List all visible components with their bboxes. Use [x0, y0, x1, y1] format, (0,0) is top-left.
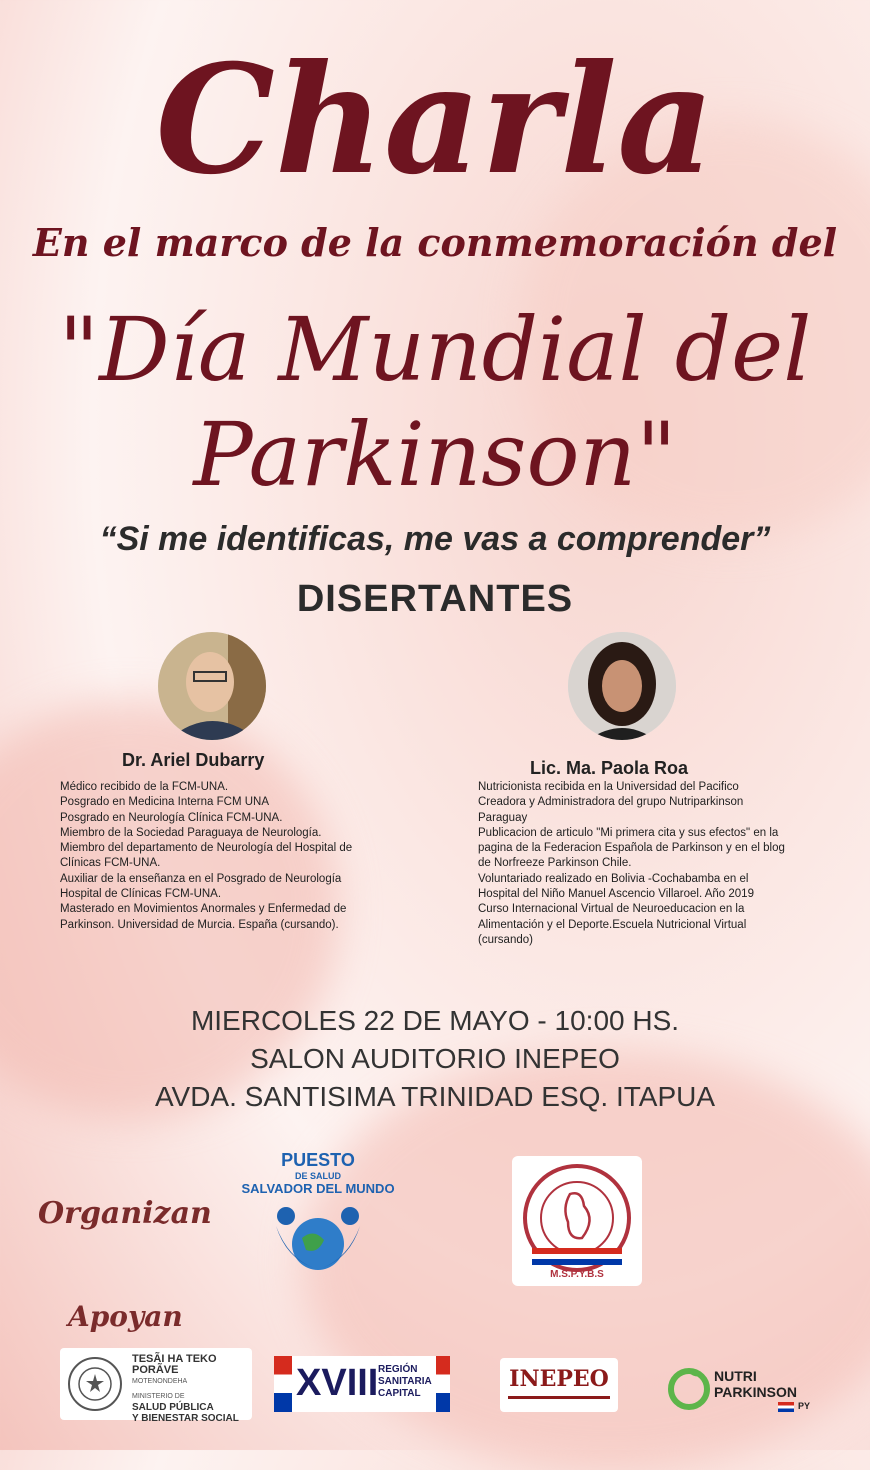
bio-line: Alimentación y el Deporte.Escuela Nutricional Virtual [478, 918, 747, 931]
logo-text: Y BIENESTAR SOCIAL [132, 1413, 239, 1424]
logo-text: INEPEO [509, 1366, 609, 1392]
organizers-label: Organizan [38, 1196, 212, 1231]
seal-icon [66, 1355, 124, 1413]
bio-line: Miembro del departamento de Neurología del Hospital de [60, 842, 353, 855]
bio-line: Posgrado en Neurología Clínica FCM-UNA. [60, 811, 283, 824]
event-title-line1: "Día Mundial del [58, 298, 812, 401]
event-datetime: MIERCOLES 22 DE MAYO - 10:00 HS. [190, 1005, 680, 1036]
bio-line: Médico recibido de la FCM-UNA. [60, 781, 229, 793]
inepeo-logo [500, 1358, 618, 1412]
poster-title: Charla [155, 32, 715, 208]
ministerio-salud-logo [60, 1348, 252, 1424]
logo-text: SALUD PÚBLICA [132, 1402, 214, 1413]
bio-line: Creadora y Administradora del grupo Nutriparkinson [478, 796, 744, 809]
logo-text: CAPITAL [378, 1388, 421, 1399]
logo-text: NUTRI [714, 1368, 757, 1384]
logo-text: XVIII [296, 1362, 379, 1404]
bio-line: Auxiliar de la enseñanza en el Posgrado de Neurología [60, 872, 342, 885]
flag-icon [778, 1402, 794, 1412]
bio-line: Miembro de la Sociedad Paraguaya de Neurología. [60, 826, 322, 839]
logo-text: TESÃI HA TEKO [132, 1353, 217, 1365]
poster-subtitle: En el marco de la conmemoración del [32, 220, 838, 265]
speaker-2-name: Lic. Ma. Paola Roa [530, 758, 689, 778]
bio-line: Parkinson. Universidad de Murcia. España (cursando). [60, 918, 339, 931]
logo-text: MINISTERIO DE [132, 1393, 185, 1400]
speaker-1-photo [158, 632, 266, 740]
event-title-line2: Parkinson" [193, 403, 677, 506]
puesto-salud-logo [228, 1150, 408, 1290]
nutri-leaf-icon [668, 1368, 710, 1410]
speaker-2-bio [478, 780, 785, 948]
event-address: AVDA. SANTISIMA TRINIDAD ESQ. ITAPUA [154, 1081, 716, 1112]
logo-text: MOTENONDEHA [132, 1378, 188, 1385]
bio-line: Posgrado en Medicina Interna FCM UNA [60, 796, 270, 809]
materno-infantil-logo [512, 1156, 642, 1286]
supporters-label: Apoyan [68, 1300, 183, 1333]
logo-text: REGIÓN [378, 1364, 418, 1375]
logo-text: SALVADOR DEL MUNDO [241, 1181, 395, 1196]
logo-text: DE SALUD [294, 1171, 341, 1181]
bio-line: Clínicas FCM-UNA. [60, 857, 161, 870]
bio-line: Curso Internacional Virtual de Neuroeducacion en la [478, 903, 745, 916]
logo-text: PUESTO [281, 1150, 355, 1170]
bio-line: pagina de la Federacion Española de Parkinson y en el blog [478, 842, 785, 855]
speakers-heading: DISERTANTES [296, 578, 574, 620]
logo-text: M.S.P.Y.B.S [550, 1269, 604, 1280]
speaker-1-name: Dr. Ariel Dubarry [122, 750, 265, 770]
bio-line: Voluntariado realizado en Bolivia -Cochabamba en el [478, 872, 749, 885]
bio-line: Masterado en Movimientos Anormales y Enfermedad de [60, 903, 347, 916]
event-info [0, 1002, 870, 1116]
logo-text: PY [798, 1401, 811, 1411]
nutri-parkinson-logo [668, 1364, 818, 1416]
speaker-1-bio [60, 780, 352, 933]
bio-line: Nutricionista recibida en la Universidad del Pacifico [478, 781, 739, 793]
logo-text: SANITARIA [378, 1376, 432, 1387]
logo-text: PORÃVE [132, 1364, 179, 1376]
globe-icon [258, 1198, 378, 1278]
bio-line: de Norfreeze Parkinson Chile. [478, 857, 632, 870]
bio-line: Hospital del Niño Manuel Ascencio Villaroel. Año 2019 [478, 888, 754, 901]
bio-line: Hospital de Clínicas FCM-UNA. [60, 888, 222, 901]
bio-line: Paraguay [478, 811, 528, 824]
speaker-2-photo [568, 632, 676, 740]
region-sanitaria-logo [274, 1356, 450, 1412]
slogan: “Si me identificas, me vas a comprender” [99, 520, 771, 558]
logo-text: PARKINSON [714, 1384, 797, 1400]
bio-line: Publicacion de articulo "Mi primera cita y sus efectos" en la [478, 826, 779, 839]
bio-line: (cursando) [478, 933, 533, 946]
event-venue: SALON AUDITORIO INEPEO [250, 1043, 620, 1074]
